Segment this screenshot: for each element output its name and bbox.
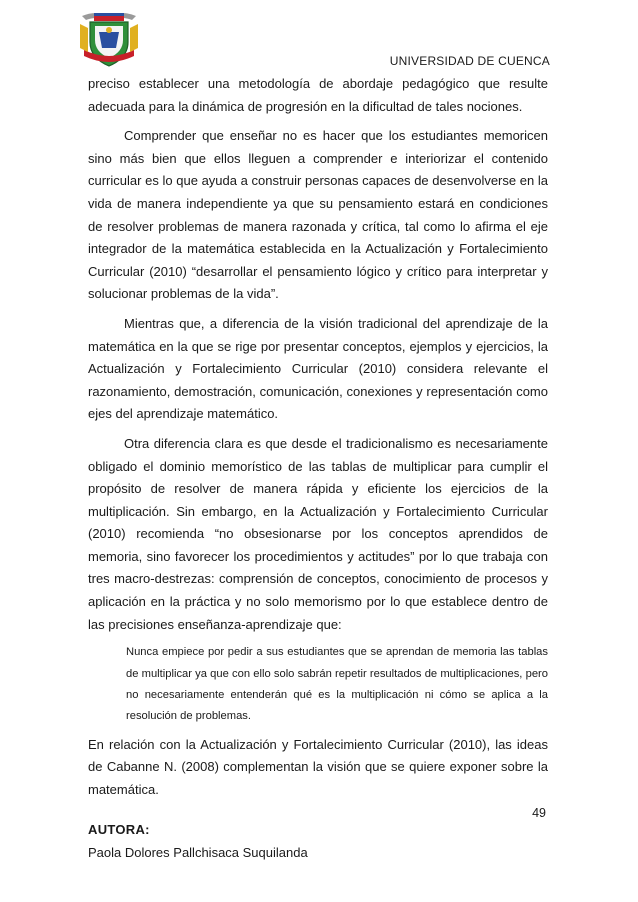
author-name: Paola Dolores Pallchisaca Suquilanda xyxy=(88,845,308,860)
body-text xyxy=(88,73,548,802)
author-label: AUTORA: xyxy=(88,822,150,837)
university-crest-icon xyxy=(76,8,142,70)
closing-paragraph: En relación con la Actualización y Fortalecimiento Curricular (2010), las ideas de Cabanne N. (2008) complementan la visión que se quiere exponer sobre la matemática. xyxy=(88,736,548,798)
paragraph-4: Otra diferencia clara es que desde el tradicionalismo es necesariamente obligado el dominio memorístico de las tablas de multiplicar para cumplir el propósito de resolver de manera rápida y eficiente los ejercicios de la multiplicación. Sin embargo, en la Actualización y Fortalecimiento Curricular (2010) recomienda “no obsesionarse por los conceptos aprendidos de memoria, sino favorecer los procedimientos y actitudes” por lo que trabaja con tres macro-destrezas: comprensión de conceptos, conocimiento de procesos y aplicación en la práctica y no solo memorismo por lo que establece dentro de las precisiones enseñanza-aprendizaje que: xyxy=(88,435,548,632)
paragraph-3: Mientras que, a diferencia de la visión tradicional del aprendizaje de la matemática en la que se rige por presentar conceptos, ejemplos y ejercicios, la Actualización y Fortalecimiento Curricular (2010) considera relevante el razonamiento, demostración, comunicación, conexiones y representación como ejes del aprendizaje matemático. xyxy=(88,315,548,422)
paragraph-2: Comprender que enseñar no es hacer que los estudiantes memoricen sino más bien que ellos lleguen a comprender e interiorizar el contenido curricular es lo que ayuda a construir personas capaces de desenvolverse en la vida de manera independiente ya que su pensamiento estará en condiciones de resolver problemas de manera razonada y crítica, tal como lo afirma el eje integrador de la matemática establecida en la Actualización y Fortalecimiento Curricular (2010) “desarrollar el pensamiento lógico y crítico para interpretar y solucionar problemas de la vida”. xyxy=(88,128,548,302)
paragraph-1: preciso establecer una metodología de abordaje pedagógico que resulte adecuada para la dinámica de progresión en la dificultad de tales nociones. xyxy=(88,76,548,114)
header-university-title: UNIVERSIDAD DE CUENCA xyxy=(389,54,550,68)
page-number: 49 xyxy=(532,806,546,820)
block-quote: Nunca empiece por pedir a sus estudiantes que se aprendan de memoria las tablas de multiplicar ya que con ello solo sabrán repetir resultados de multiplicaciones, pero no necesariamente entenderán qué es la multiplicación ni cómo se aplica a la resolución de problemas. xyxy=(126,646,548,723)
